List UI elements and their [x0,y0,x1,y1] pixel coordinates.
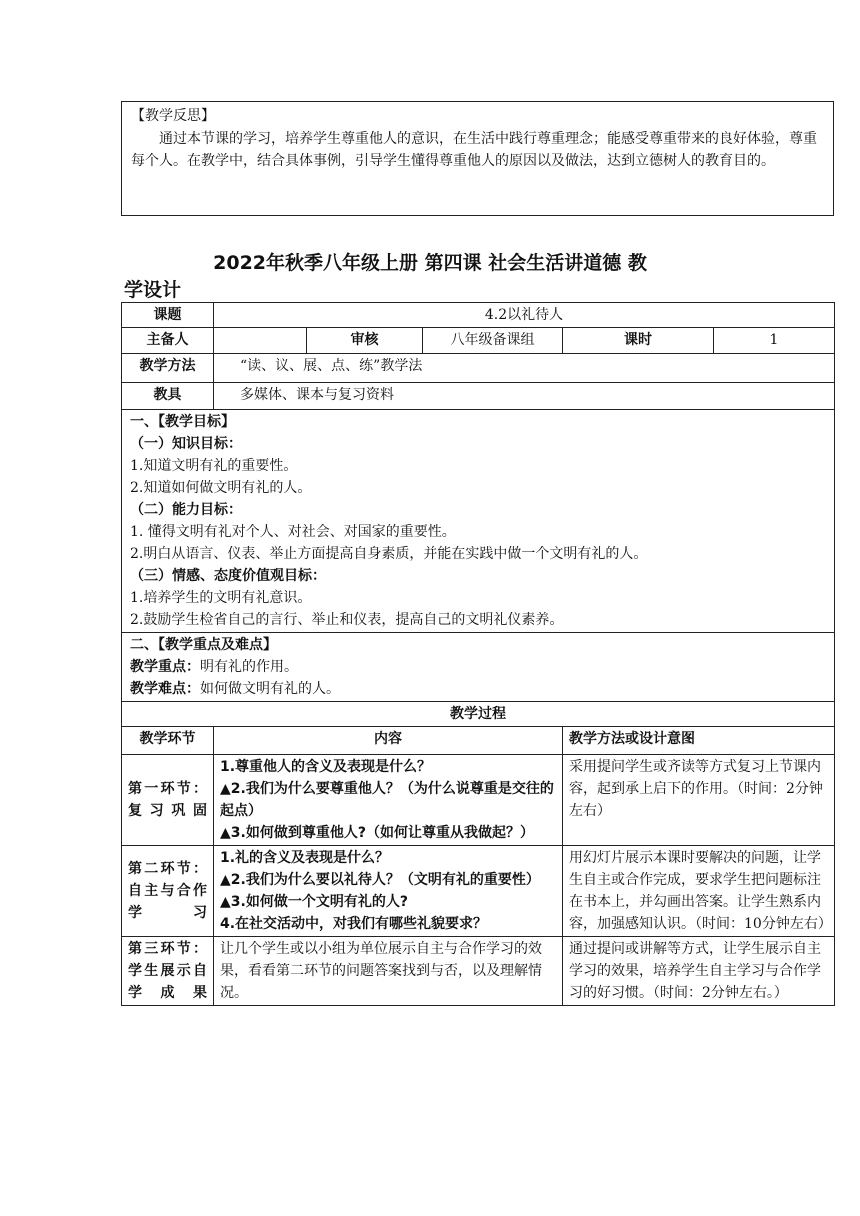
knowledge-item: 1.知道文明有礼的重要性。 [130,458,298,474]
difficult-point-label: 教学难点： [130,681,200,697]
tools-value: 多媒体、课本与复习资料 [214,383,835,410]
content-item: 1.礼的含义及表现是什么？ [220,850,390,866]
content-item: 4.在社交活动中，对我们有哪些礼貌要求？ [220,916,488,932]
review-value: 八年级备课组 [423,328,563,354]
content-item: ▲2.我们为什么要尊重他人？（为什么说尊重是交往的起点） [220,781,554,819]
document-title: 2022年秋季八年级上册 第四课 社会生活讲道德 教 [213,252,647,274]
stage-cell [122,755,214,846]
knowledge-heading: （一）知识目标： [130,436,242,452]
objectives-cell [122,410,835,633]
key-points-cell [122,633,835,702]
content-cell [214,846,563,937]
objectives-row [122,410,835,633]
preparer-label: 主备人 [122,328,214,354]
preparer-row [122,328,835,354]
topic-label: 课题 [122,303,214,328]
topic-row [122,303,835,328]
process-row [122,755,835,846]
reflection-text: 通过本节课的学习，培养学生尊重他人的意识，在生活中践行尊重理念；能感受尊重带来的良好体验，尊重每个人。在教学中，结合具体事例，引导学生懂得尊重他人的原因以及做法，达到立德树人的教育目的。 [131,131,817,169]
method-cell: 通过提问或讲解等方式，让学生展示自主学习的效果，培养学生自主学习与合作学习的好习惯。（时间：2分钟左右。） [563,937,835,1006]
stage-name: 第三环节： [128,941,207,957]
period-label: 课时 [563,328,714,354]
emotion-item: 2.鼓励学生检省自己的言行、举止和仪表，提高自己的文明礼仪素养。 [130,612,564,628]
lesson-plan-table [121,302,835,1006]
content-item: ▲2.我们为什么要以礼待人？（文明有礼的重要性） [220,872,540,888]
ability-item: 1. 懂得文明有礼对个人、对社会、对国家的重要性。 [130,524,456,540]
tools-label: 教具 [122,383,214,410]
difficult-point-value: 如何做文明有礼的人。 [200,681,340,697]
content-item: ▲3.如何做一个文明有礼的人? [220,894,408,910]
content-cell [214,755,563,846]
process-heading: 教学过程 [122,702,835,727]
ability-heading: （二）能力目标： [130,502,242,518]
process-row [122,937,835,1006]
col-stage-header: 教学环节 [122,727,214,755]
key-point-label: 教学重点： [130,659,200,675]
process-row [122,846,835,937]
document-title-continued: 学设计 [124,279,182,301]
stage-name: 第二环节： [128,861,207,877]
knowledge-item: 2.知道如何做文明有礼的人。 [130,480,312,496]
period-value: 1 [714,328,835,354]
preparer-value [214,328,307,354]
emotion-heading: （三）情感、态度价值观目标： [130,568,326,584]
content-item: ▲3.如何做到尊重他人?（如何让尊重从我做起？） [220,825,534,841]
stage-title: 复习巩固 [128,803,207,819]
review-label: 审核 [307,328,423,354]
stage-cell [122,846,214,937]
key-point-line [130,656,826,678]
key-points-row [122,633,835,702]
ability-item: 2.明白从语言、仪表、举止方面提高自身素质，并能在实践中做一个文明有礼的人。 [130,546,648,562]
key-point-value: 明有礼的作用。 [200,659,298,675]
stage-name: 第一环节： [128,781,207,797]
emotion-item: 1.培养学生的文明有礼意识。 [130,590,312,606]
difficult-point-line [130,678,826,700]
topic-value: 4.2以礼待人 [214,303,835,328]
method-label: 教学方法 [122,354,214,383]
reflection-heading: 【教学反思】 [131,108,215,124]
method-value: “读、议、展、点、练”教学法 [214,354,835,383]
stage-title: 自主与合作学习 [128,883,207,921]
tools-row [122,383,835,410]
method-cell: 用幻灯片展示本课时要解决的问题，让学生自主或合作完成，要求学生把问题标注在书本上，并勾画出答案。让学生熟系内容，加强感知认识。（时间：10分钟左右） [563,846,835,937]
method-cell: 采用提问学生或齐读等方式复习上节课内容，起到承上启下的作用。（时间：2分钟左右） [563,755,835,846]
stage-cell [122,937,214,1006]
process-heading-row [122,702,835,727]
key-points-heading: 二、【教学重点及难点】 [130,637,277,653]
content-item: 1.尊重他人的含义及表现是什么？ [220,759,432,775]
process-header-row [122,727,835,755]
content-cell: 让几个学生或以小组为单位展示自主与合作学习的效果，看看第二环节的问题答案找到与否，以及理解情况。 [214,937,563,1006]
objectives-heading: 一、【教学目标】 [130,414,235,430]
col-method-header: 教学方法或设计意图 [563,727,835,755]
col-content-header: 内容 [214,727,563,755]
method-row [122,354,835,383]
stage-title: 学生展示自学成果 [128,963,207,1001]
